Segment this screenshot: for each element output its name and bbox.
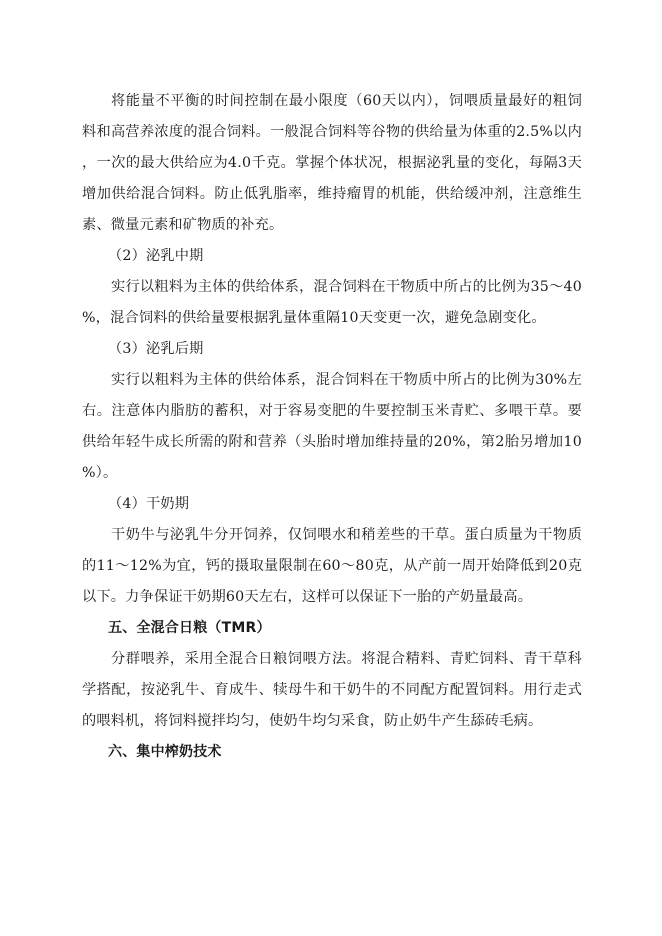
document-body bbox=[82, 86, 582, 768]
paragraph-early-lactation: 将能量不平衡的时间控制在最小限度（60天以内），饲喂质量最好的粗饲料和高营养浓度的混合饲料。一般混合饲料等谷物的供给量为体重的2.5%以内，一次的最大供给应为4.0千克。掌握个体状况，根据泌乳量的变化，每隔3天增加供给混合饲料。防止低乳脂率，维持瘤胃的机能，供给缓冲剂，注意维生素、微量元素和矿物质的补充。 bbox=[82, 93, 582, 233]
subheading-mid-lactation: （2）泌乳中期 bbox=[108, 248, 204, 264]
paragraph-late-lactation: 实行以粗料为主体的供给体系，混合饲料在干物质中所占的比例为30%左右。注意体内脂肪的蓄积，对于容易变肥的牛要控制玉米青贮、多喂干草。要供给年轻牛成长所需的附和营养（头胎时增加维持量的20%，第2胎另增加10%）。 bbox=[82, 372, 582, 481]
paragraph-mid-lactation: 实行以粗料为主体的供给体系，混合饲料在干物质中所占的比例为35～40%，混合饲料的供给量要根据乳量体重隔10天变更一次，避免急剧变化。 bbox=[82, 279, 582, 326]
paragraph-tmr: 分群喂养，采用全混合日粮饲喂方法。将混合精料、青贮饲料、青干草科学搭配，按泌乳牛、育成牛、犊母牛和干奶牛的不同配方配置饲料。用行走式的喂料机，将饲料搅拌均匀，使奶牛均匀采食，防止奶牛产生舔砖毛病。 bbox=[82, 651, 582, 729]
subheading-late-lactation: （3）泌乳后期 bbox=[108, 341, 204, 357]
section-heading-tmr: 五、全混合日粮（TMR） bbox=[108, 620, 271, 636]
section-heading-milking: 六、集中榨奶技术 bbox=[108, 744, 222, 760]
subheading-dry-period: （4）干奶期 bbox=[108, 496, 190, 512]
paragraph-dry-period: 干奶牛与泌乳牛分开饲养，仅饲喂水和稍差些的干草。蛋白质量为干物质的11～12%为宜，钙的摄取量限制在60～80克，从产前一周开始降低到20克以下。力争保证干奶期60天左右，这样可以保证下一胎的产奶量最高。 bbox=[82, 527, 582, 605]
